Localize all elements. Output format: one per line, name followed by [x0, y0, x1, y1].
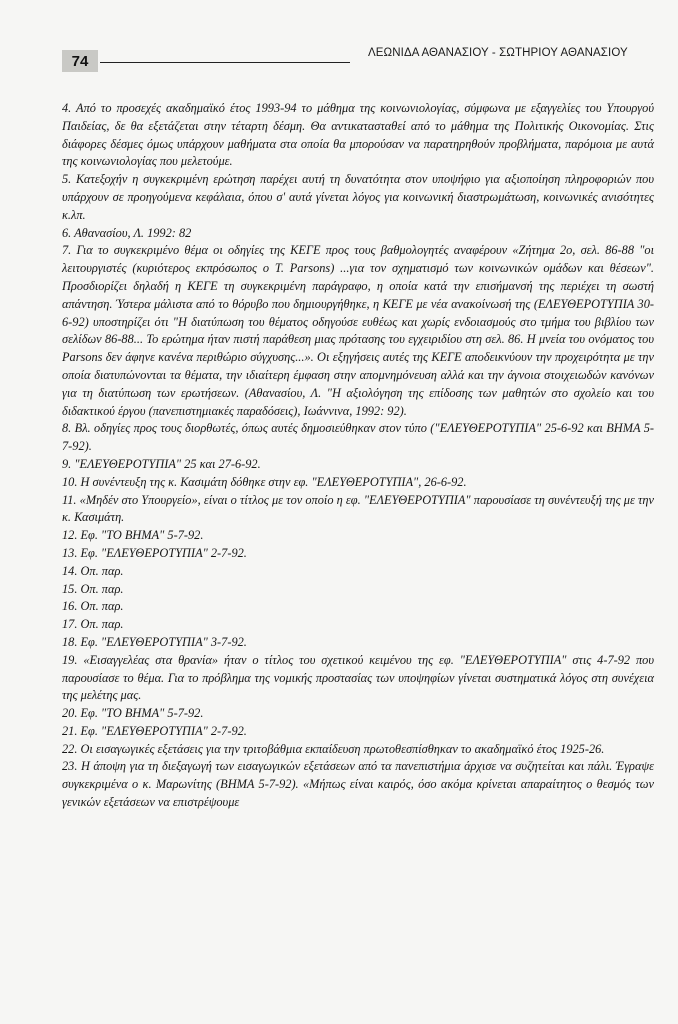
- note-9: 9. "ΕΛΕΥΘΕΡΟΤΥΠΙΑ" 25 και 27-6-92.: [62, 456, 261, 471]
- note-23: 23. Η άποψη για τη διεξαγωγή των εισαγωγικών εξετάσεων από τα πανεπιστήμια άρχισε να συζητείται και πάλι. Έγραψε συγκεκριμένα ο κ. Μαρωνίτης (ΒΗΜΑ 5-7-92). «Μήπως είναι καιρός, όσο ακόμα κρίνεται απαραίτητος ο θεσμός των γενικών εξετάσεων να επιστρέψουμε: [62, 759, 654, 810]
- note-6: 6. Αθανασίου, Λ. 1992: 82: [62, 225, 192, 240]
- note-8: 8. Βλ. οδηγίες προς τους διορθωτές, όπως αυτές δημοσιεύθηκαν στον τύπο ("ΕΛΕΥΘΕΡΟΤΥΠΙΑ" 25-6-92 και ΒΗΜΑ 5-7-92).: [62, 421, 654, 454]
- note-20: 20. Εφ. "ΤΟ ΒΗΜΑ" 5-7-92.: [62, 706, 204, 721]
- page-number: 74: [62, 50, 98, 72]
- note-13: 13. Εφ. "ΕΛΕΥΘΕΡΟΤΥΠΙΑ" 2-7-92.: [62, 545, 247, 560]
- note-4: 4. Από το προσεχές ακαδημαϊκό έτος 1993-94 το μάθημα της κοινωνιολογίας, σύμφωνα με εξαγγελίες του Υπουργού Παιδείας, δε θα εξετάζεται στην τέταρτη δέσμη. Θα αντικατασταθεί από το μάθημα της Πολιτικής Οικονομίας. Στις διάφορες δέσμες όμως υπάρχουν μαθήματα στα οποία θα μπορούσαν να παρατηρηθούν προβλήματα, παρόμοια με αυτά της κοινωνιολογίας που μελετούμε.: [62, 101, 654, 169]
- note-10: 10. Η συνέντευξη της κ. Κασιμάτη δόθηκε στην εφ. "ΕΛΕΥΘΕΡΟΤΥΠΙΑ", 26-6-92.: [62, 474, 467, 489]
- note-21: 21. Εφ. "ΕΛΕΥΘΕΡΟΤΥΠΙΑ" 2-7-92.: [62, 723, 247, 738]
- note-15: 15. Οπ. παρ.: [62, 581, 124, 596]
- note-7: 7. Για το συγκεκριμένο θέμα οι οδηγίες της ΚΕΓΕ προς τους βαθμολογητές αναφέρουν «Ζήτημα 2ο, σελ. 86-88 "οι λειτουργιστές (κυριότερος εκπρόσωπος ο T. Parsons) ...για τον σχηματισμό των κοινωνικών ομάδων και θέσεων". Προσδιορίζει δηλαδή η ΚΕΓΕ τη συγκεκριμένη παράγραφο, η οποία κατά την επισήμανσή της περιέχει τη σωστή απάντηση. Ύστερα μάλιστα από το θόρυβο που δημιουργήθηκε, η ΚΕΓΕ με νέα ανακοίνωσή της (ΕΛΕΥΘΕΡΟΤΥΠΙΑ 30-6-92) υποστηρίζει ότι "Η διατύπωση του θέματος οδηγούσε ευθέως και χωρίς ενδοιασμούς στο τμήμα του βιβλίου των σελίδων 86-88... Το ερώτημα ήταν πιστή παράθεση μιας πρότασης του εγχειριδίου στη σελ. 86. Η μνεία του ονόματος του Parsons δεν άφηνε κανένα περιθώριο σύγχυσης...». Οι εξηγήσεις αυτές της ΚΕΓΕ αποδεικνύουν την προχειρότητα με την οποία διατυπώνονται τα θέματα, την ιδιαίτερη έμφαση στην απομνημόνευση αλλά και την άγνοια στοιχειωδών κανόνων για τη διατύπωση των ερωτήσεων. (Αθανασίου, Λ. "Η αξιολόγηση της επίδοσης των μαθητών στο σχολείο και του διδακτικού έργου (πανεπιστημιακές παραδόσεις), Ιωάννινα, 1992: 92).: [62, 243, 654, 418]
- note-17: 17. Οπ. παρ.: [62, 617, 124, 632]
- note-18: 18. Εφ. "ΕΛΕΥΘΕΡΟΤΥΠΙΑ" 3-7-92.: [62, 634, 247, 649]
- note-16: 16. Οπ. παρ.: [62, 599, 124, 614]
- endnotes: [62, 100, 654, 812]
- note-22: 22. Οι εισαγωγικές εξετάσεις για την τριτοβάθμια εκπαίδευση πρωτοθεσπίσθηκαν το ακαδημαϊκό έτος 1925-26.: [62, 741, 605, 756]
- note-12: 12. Εφ. "ΤΟ ΒΗΜΑ" 5-7-92.: [62, 528, 204, 543]
- header-rule: [100, 62, 350, 63]
- note-5: 5. Κατεξοχήν η συγκεκριμένη ερώτηση παρέχει αυτή τη δυνατότητα στον υποψήφιο για αξιοποίηση πληροφοριών που υπάρχουν σε προηγούμενα κεφάλαια, όπου σ' αυτά γίνεται λόγος για κοινωνική διαστρωμάτωση, κοινωνικές ανισότητες κ.λπ.: [62, 172, 654, 222]
- running-head: ΛΕΩΝΙΔΑ ΑΘΑΝΑΣΙΟΥ - ΣΩΤΗΡΙΟΥ ΑΘΑΝΑΣΙΟΥ: [368, 47, 628, 59]
- note-19: 19. «Εισαγγελέας στα θρανία» ήταν ο τίτλος του σχετικού κειμένου της εφ. "ΕΛΕΥΘΕΡΟΤΥΠΙΑ" στις 4-7-92 που παρουσίασε το θέμα. Για το πρόβλημα της νομικής προστασίας των υποψηφίων γίνεται συστηματικά λόγος στη συνέχεια της μελέτης μας.: [62, 652, 654, 703]
- note-11: 11. «Μηδέν στο Υπουργείο», είναι ο τίτλος με τον οποίο η εφ. "ΕΛΕΥΘΕΡΟΤΥΠΙΑ" παρουσίασε τη συνέντευξή της με την κ. Κασιμάτη.: [62, 492, 654, 525]
- note-14: 14. Οπ. παρ.: [62, 563, 124, 578]
